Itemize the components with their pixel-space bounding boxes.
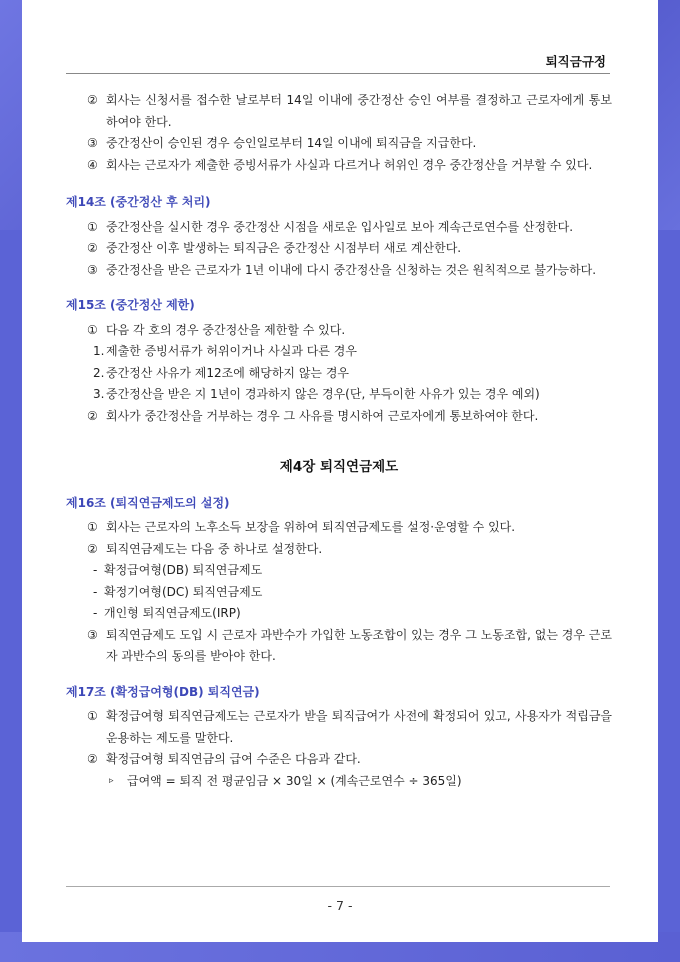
document-body [66, 90, 612, 792]
sub-mark: 3. [93, 387, 105, 401]
item-text: 퇴직연금제도는 다음 중 하나로 설정한다. [106, 541, 323, 556]
dash-item [66, 582, 612, 604]
sub-text: 중간정산 사유가 제12조에 해당하지 않는 경우 [106, 365, 349, 380]
article-16-title: 제16조 (퇴직연금제도의 설정) [66, 495, 230, 510]
footer-rule [66, 886, 610, 887]
header-title: 퇴직금규정 [545, 54, 606, 69]
item-text: 확정급여형 퇴직연금의 급여 수준은 다음과 같다. [106, 752, 361, 766]
list-item [66, 260, 612, 282]
item-text: 회사는 신청서를 접수한 날로부터 14일 이내에 중간정산 승인 여부를 결정하고 근로자에게 통보하여야 한다. [106, 93, 612, 129]
list-item [66, 706, 612, 749]
sub-item [66, 384, 612, 406]
item-text: 중간정산을 받은 근로자가 1년 이내에 다시 중간정산을 신청하는 것은 원칙적으로 불가능하다. [106, 262, 597, 277]
sub-text: 중간정산을 받은 지 1년이 경과하지 않은 경우(단, 부득이한 사유가 있는 경우 예외) [106, 387, 540, 401]
dash-mark: - [93, 563, 98, 577]
item-text: 회사가 중간정산을 거부하는 경우 그 사유를 명시하여 근로자에게 통보하여야 한다. [106, 408, 539, 423]
sub-item [66, 363, 612, 385]
item-text: 중간정산을 실시한 경우 중간정산 시점을 새로운 입사일로 보아 계속근로연수를 산정한다. [106, 219, 574, 234]
item-text: 퇴직연금제도 도입 시 근로자 과반수가 가입한 노동조합이 있는 경우 그 노동조합, 없는 경우 근로자 과반수의 동의를 받아야 한다. [106, 627, 612, 663]
sub-text: 제출한 증빙서류가 허위이거나 사실과 다른 경우 [106, 344, 357, 358]
dash-text: 개인형 퇴직연금제도(IRP) [104, 606, 241, 620]
item-mark: ① [87, 322, 98, 337]
item-text: 회사는 근로자가 제출한 증빙서류가 사실과 다르거나 허위인 경우 중간정산을 거부할 수 있다. [106, 157, 593, 172]
item-mark: ② [87, 541, 98, 556]
article-14-title: 제14조 (중간정산 후 처리) [66, 195, 211, 209]
sub-mark: 1. [93, 344, 105, 358]
item-mark: ③ [87, 136, 98, 150]
item-text: 다음 각 호의 경우 중간정산을 제한할 수 있다. [106, 322, 346, 337]
dash-item [66, 603, 612, 625]
list-item [66, 217, 612, 239]
triangle-bullet-icon: ▹ [109, 775, 114, 786]
dash-item [66, 560, 612, 582]
item-mark: ② [87, 241, 98, 255]
document-page [22, 0, 658, 942]
item-mark: ④ [87, 157, 98, 172]
item-text: 중간정산 이후 발생하는 퇴직금은 중간정산 시점부터 새로 계산한다. [106, 241, 462, 255]
list-item [66, 539, 612, 561]
item-text: 확정급여형 퇴직연금제도는 근로자가 받을 퇴직급여가 사전에 확정되어 있고, 사용자가 적립금을 운용하는 제도를 말한다. [106, 709, 612, 745]
item-mark: ② [87, 93, 98, 107]
item-mark: ② [87, 752, 98, 766]
list-item [66, 133, 612, 155]
header-rule [66, 73, 610, 74]
dash-mark: - [93, 584, 98, 599]
item-mark: ① [87, 219, 98, 234]
list-item [66, 90, 612, 133]
item-text: 회사는 근로자의 노후소득 보장을 위하여 퇴직연금제도를 설정·운영할 수 있다. [106, 520, 516, 534]
list-item [66, 625, 612, 668]
sub-mark: 2. [93, 365, 105, 380]
item-mark: ③ [87, 262, 98, 277]
dash-text: 확정급여형(DB) 퇴직연금제도 [104, 563, 263, 577]
article-15-title: 제15조 (중간정산 제한) [66, 298, 195, 312]
item-mark: ① [87, 709, 98, 723]
list-item [66, 749, 612, 771]
list-item [66, 517, 612, 539]
item-mark: ① [87, 520, 98, 534]
dash-mark: - [93, 606, 98, 620]
item-mark: ③ [87, 627, 98, 642]
page-number: - 7 - [327, 898, 353, 913]
item-text: 중간정산이 승인된 경우 승인일로부터 14일 이내에 퇴직금을 지급한다. [106, 136, 477, 150]
sub-item [66, 341, 612, 363]
article-17-title: 제17조 (확정급여형(DB) 퇴직연금) [66, 684, 260, 699]
list-item [66, 155, 612, 177]
formula-line [66, 771, 612, 793]
list-item [66, 406, 612, 428]
chapter-title: 제4장 퇴직연금제도 [279, 459, 399, 475]
dash-text: 확정기여형(DC) 퇴직연금제도 [104, 584, 263, 599]
formula-text: 급여액 = 퇴직 전 평균임금 × 30일 × (계속근로연수 ÷ 365일) [127, 773, 462, 788]
list-item [66, 238, 612, 260]
list-item [66, 320, 612, 342]
item-mark: ② [87, 408, 98, 423]
